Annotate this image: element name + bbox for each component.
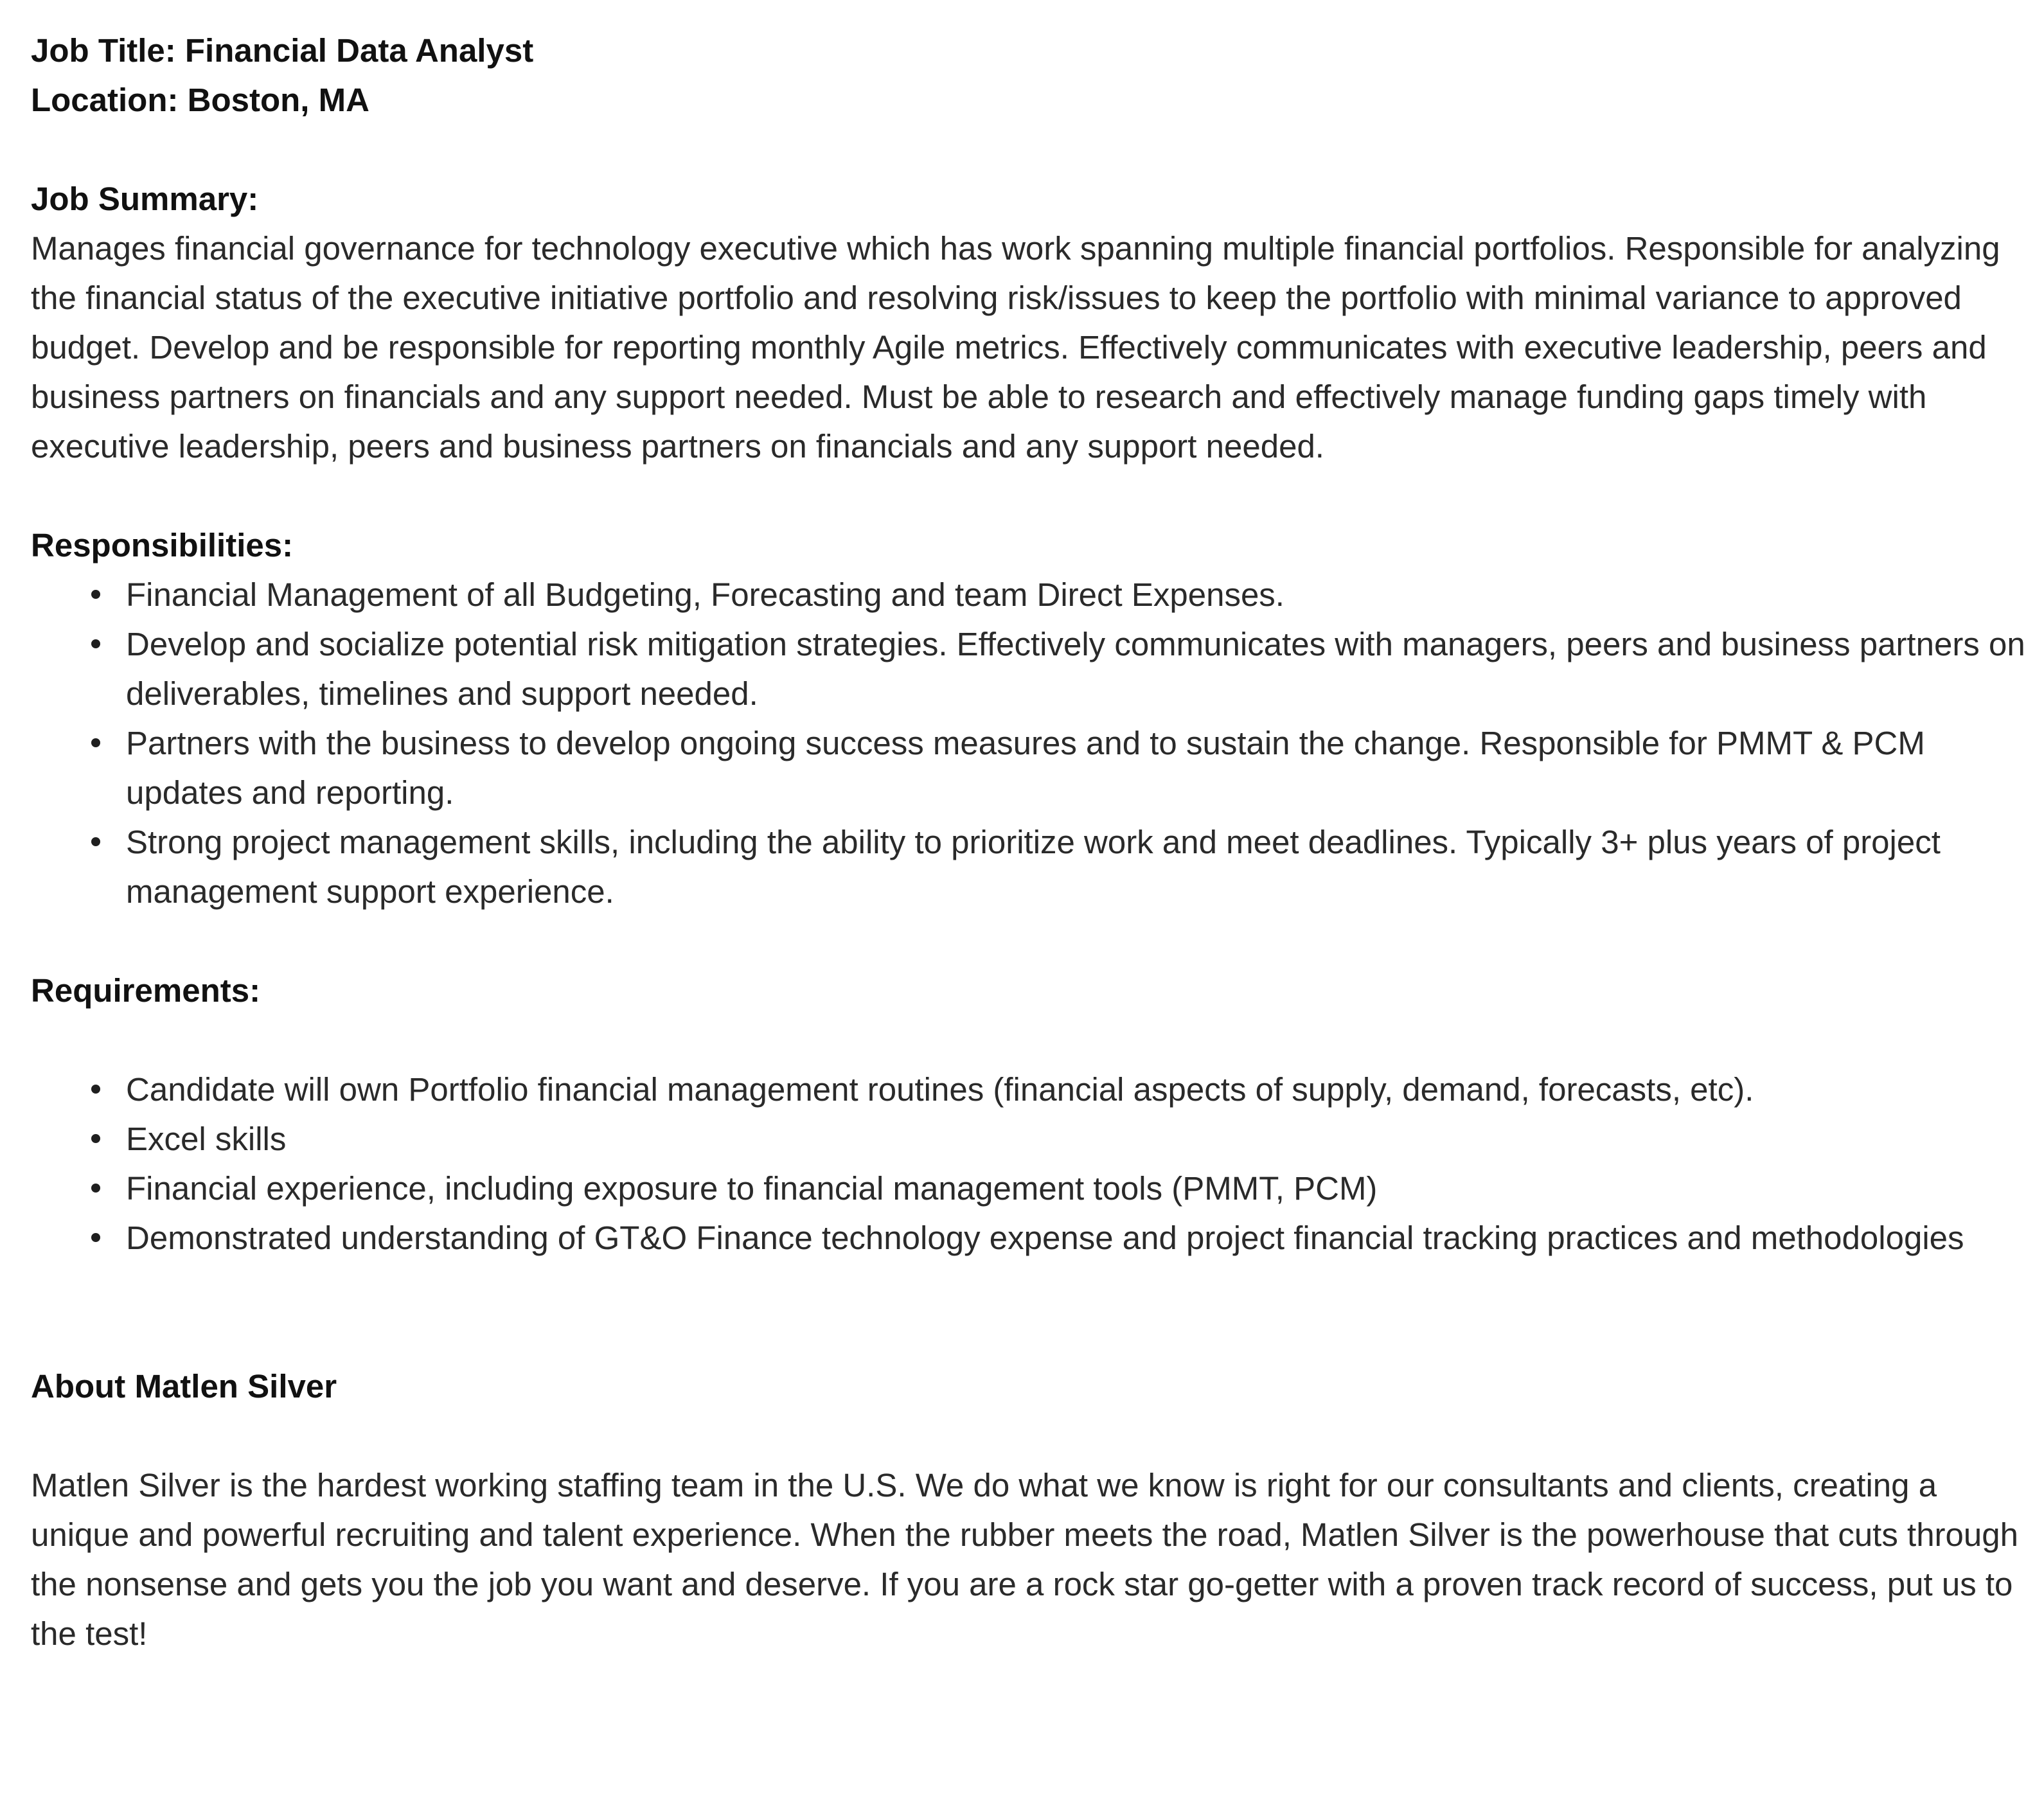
spacer <box>31 1411 2029 1460</box>
requirements-list <box>31 1065 2029 1263</box>
spacer <box>31 1015 2029 1065</box>
spacer <box>31 916 2029 966</box>
requirements-heading: Requirements: <box>31 972 261 1009</box>
job-location: Location: Boston, MA <box>31 82 369 118</box>
list-item: Develop and socialize potential risk mitigation strategies. Effectively communicates with managers, peers and business partners on deliverables, timelines and support needed. <box>126 619 2029 718</box>
list-item: Financial experience, including exposure to financial management tools (PMMT, PCM) <box>126 1164 2029 1213</box>
list-item: Candidate will own Portfolio financial management routines (financial aspects of supply, demand, forecasts, etc). <box>126 1065 2029 1114</box>
list-item: Strong project management skills, including the ability to prioritize work and meet deadlines. Typically 3+ plus years of project management support experience. <box>126 817 2029 916</box>
spacer <box>31 125 2029 174</box>
list-item: Demonstrated understanding of GT&O Finance technology expense and project financial tracking practices and methodologies <box>126 1213 2029 1263</box>
job-posting <box>31 26 2029 1658</box>
responsibilities-heading: Responsibilities: <box>31 527 294 563</box>
list-item: Partners with the business to develop ongoing success measures and to sustain the change. Responsible for PMMT & PCM updates and reporting. <box>126 718 2029 817</box>
summary-text: Manages financial governance for technology executive which has work spanning multiple financial portfolios. Responsible for analyzing the financial status of the executive initiative portfolio and resolving risk/issues to keep the portfolio with minimal variance to approved budget. Develop and be responsible for reporting monthly Agile metrics. Effectively communicates with executive leadership, peers and business partners on financials and any support needed. Must be able to research and effectively manage funding gaps timely with executive leadership, peers and business partners on financials and any support needed. <box>31 230 2000 465</box>
spacer <box>31 471 2029 520</box>
summary-heading: Job Summary: <box>31 181 259 217</box>
list-item: Excel skills <box>126 1114 2029 1164</box>
list-item: Financial Management of all Budgeting, Forecasting and team Direct Expenses. <box>126 570 2029 619</box>
about-text: Matlen Silver is the hardest working staffing team in the U.S. We do what we know is right for our consultants and clients, creating a unique and powerful recruiting and talent experience. When the rubber meets the road, Matlen Silver is the powerhouse that cuts through the nonsense and gets you the job you want and deserve. If you are a rock star go-getter with a proven track record of success, put us to the test! <box>31 1467 2018 1652</box>
spacer <box>31 1263 2029 1362</box>
job-title: Job Title: Financial Data Analyst <box>31 32 534 69</box>
about-heading: About Matlen Silver <box>31 1368 337 1405</box>
responsibilities-list <box>31 570 2029 916</box>
